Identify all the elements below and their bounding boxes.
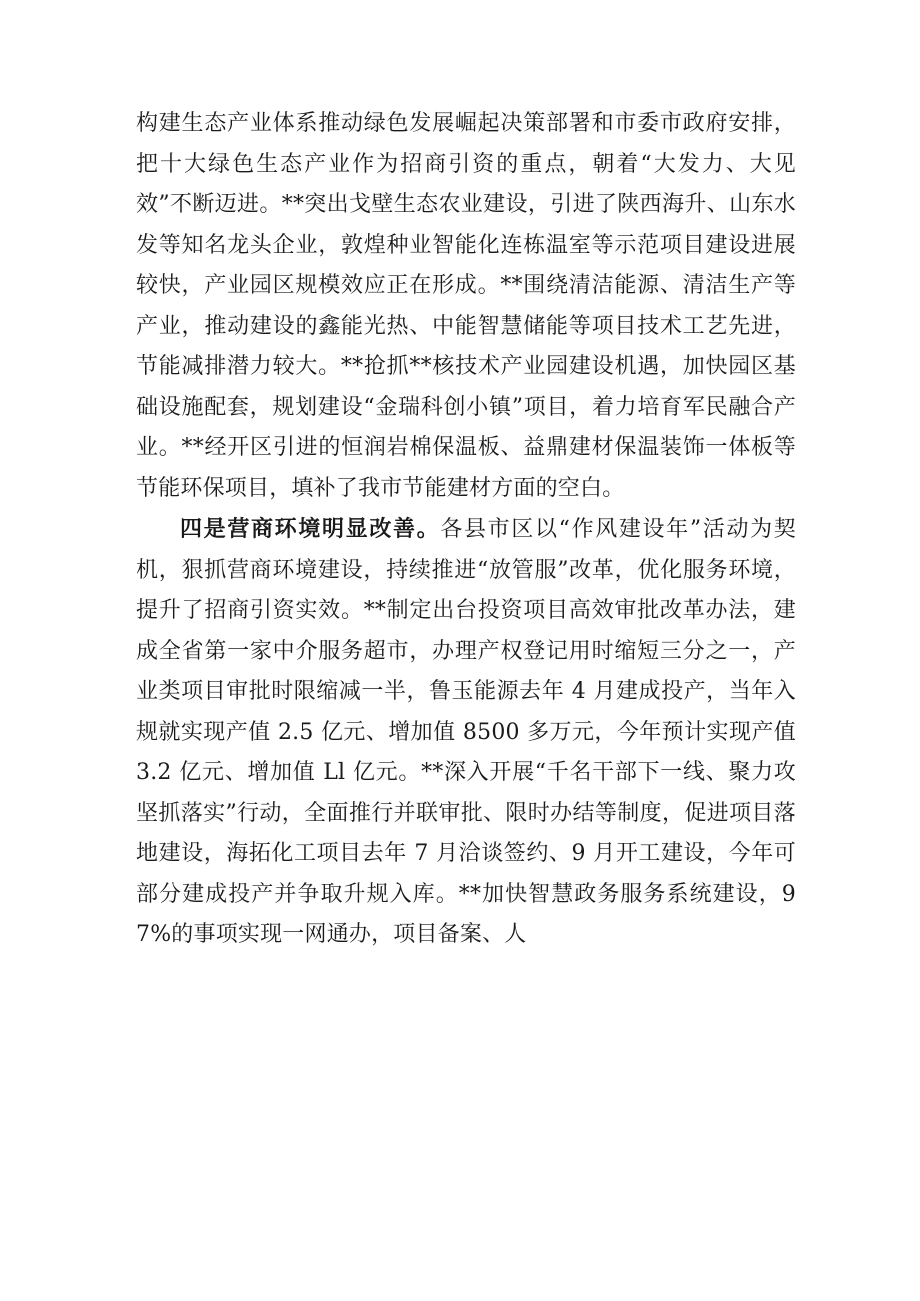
paragraph-green-industry: 构建生态产业体系推动绿色发展崛起决策部署和市委市政府安排，把十大绿色生态产业作为招商引资的重点，朝着“大发力、大见效”不断迈进。**突出戈壁生态农业建设，引进了陕西海升、山东水发等知名龙头企业，敦煌种业智能化连栋温室等示范项目建设进展较快，产业园区规模效应正在形成。**围绕清洁能源、清洁生产等产业，推动建设的鑫能光热、中能智慧储能等项目技术工艺先进，节能减排潜力较大。**抢抓**核技术产业园建设机遇，加快园区基础设施配套，规划建设“金瑞科创小镇”项目，着力培育军民融合产业。**经开区引进的恒润岩棉保温板、益鼎建材保温装饰一体板等节能环保项目，填补了我市节能建材方面的空白。 [136,111,796,501]
document-body [136,104,796,956]
paragraph-business-environment [136,509,796,956]
paragraph-body-text: 各县市区以“作风建设年”活动为契机，狠抓营商环境建设，持续推进“放管服”改革，优化服务环境，提升了招商引资实效。**制定出台投资项目高效审批改革办法，建成全省第一家中介服务超市，办理产权登记用时缩短三分之一，产业类项目审批时限缩减一半，鲁玉能源去年 4 月建成投产，当年入规就实现产值 2.5 亿元、增加值 8500 多万元，今年预计实现产值 3.2 亿元、增加值 Ll 亿元。**深入开展“千名干部下一线、聚力攻坚抓落实”行动，全面推行并联审批、限时办结等制度，促进项目落地建设，海拓化工项目去年 7 月洽谈签约、9 月开工建设，今年可部分建成投产并争取升规入库。**加快智慧政务服务系统建设，97%的事项实现一网通办，项目备案、人 [136,517,797,947]
paragraph-lead-heading: 四是营商环境明显改善。 [180,516,441,542]
